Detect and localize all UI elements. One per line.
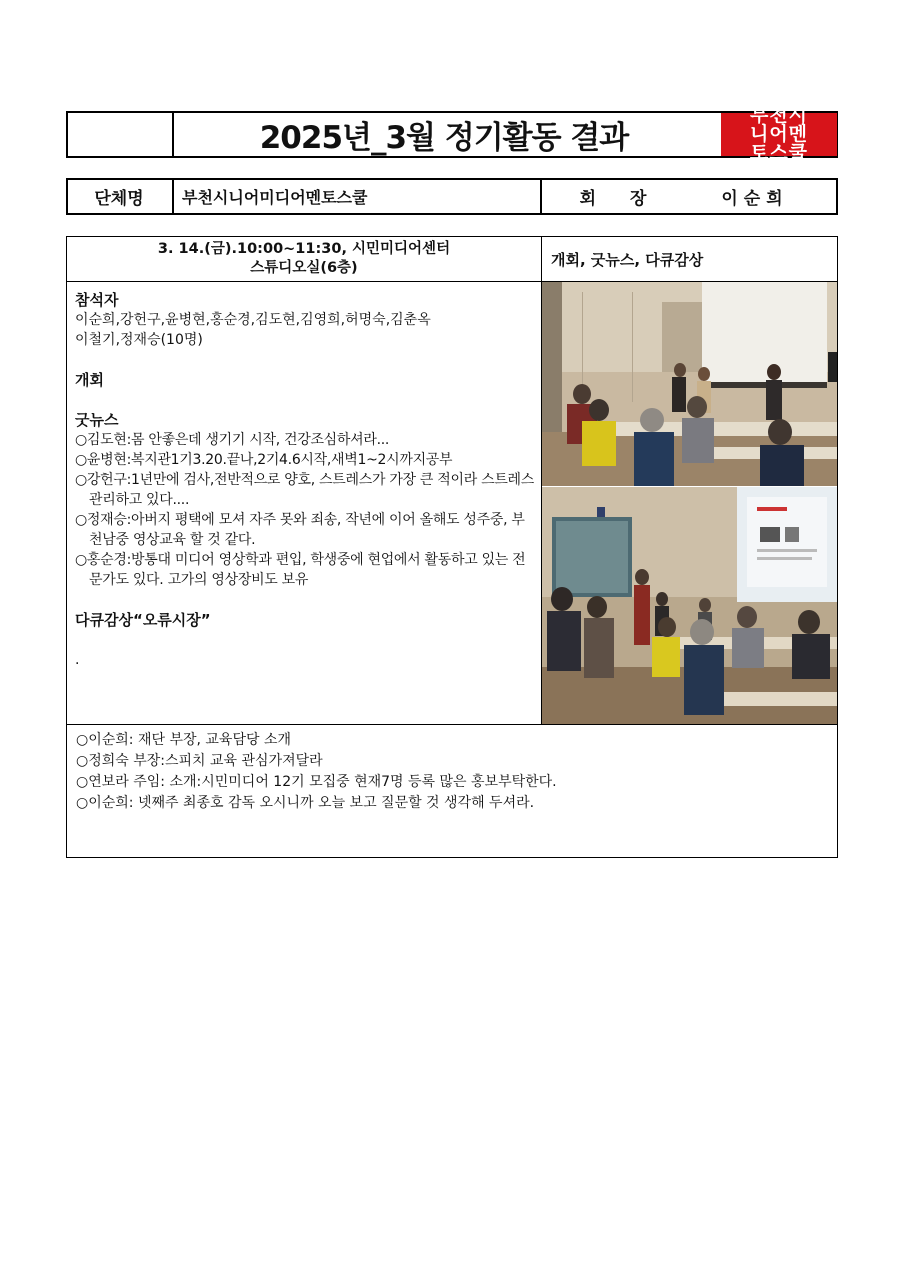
page-title: 2025년_3월 정기활동 결과 bbox=[259, 120, 629, 156]
title-blank-cell bbox=[66, 111, 174, 158]
meeting-photo-2 bbox=[542, 487, 837, 724]
opening-heading: 개회 bbox=[75, 371, 104, 389]
activity-content bbox=[75, 290, 535, 670]
session-topics: 개회, 굿뉴스, 다큐감상 bbox=[551, 250, 704, 269]
goodnews-item: ○김도현:몸 안좋은데 생기기 시작, 건강조심하셔라... bbox=[75, 432, 390, 448]
logo-line-1: 부천시 bbox=[749, 104, 809, 126]
session-date-line: 3. 14.(금).10:00~11:30, 시민미디어센터 bbox=[157, 241, 451, 257]
note-item: ○연보라 주임: 소개:시민미디어 12기 모집중 현재7명 등록 많은 홍보부탁한다. bbox=[76, 774, 557, 790]
goodnews-item: ○홍순경:방통대 미디어 영상학과 편입, 학생중에 현업에서 활동하고 있는 전문가도 있다. 고가의 영상장비도 보유 bbox=[75, 552, 526, 588]
documentary-heading: 다큐감상“오류시장” bbox=[75, 611, 211, 629]
attendees-list: 이철기,정재승(10명) bbox=[75, 332, 203, 348]
org-label: 단체명 bbox=[66, 178, 174, 215]
trailing-dot: . bbox=[75, 652, 80, 668]
goodnews-heading: 굿뉴스 bbox=[75, 411, 119, 429]
note-item: ○이순희: 재단 부장, 교육담당 소개 bbox=[76, 732, 291, 748]
president-name: 이순희 bbox=[721, 189, 789, 209]
goodnews-item: ○강헌구:1년만에 검사,전반적으로 양호, 스트레스가 가장 큰 적이라 스트레스 관리하고 있다.... bbox=[75, 472, 535, 508]
logo-line-3: 토스쿨 bbox=[749, 142, 809, 164]
brand-logo bbox=[721, 104, 837, 164]
note-item: ○이순희: 넷째주 최종호 감독 오시니까 오늘 보고 질문할 것 생각해 두셔라. bbox=[76, 795, 535, 811]
meeting-photo-1 bbox=[542, 282, 837, 486]
goodnews-item: ○윤병현:복지관1기3.20.끝나,2기4.6시작,새벽1~2시까지공부 bbox=[75, 452, 453, 468]
logo-line-2: 니어멘 bbox=[749, 123, 809, 145]
attendees-heading: 참석자 bbox=[75, 291, 119, 309]
note-item: ○정희숙 부장:스피치 교육 관심가져달라 bbox=[76, 753, 323, 769]
session-datetime bbox=[67, 237, 541, 281]
attendees-list: 이순희,강헌구,윤병현,홍순경,김도현,김영희,허명숙,김춘옥 bbox=[75, 312, 431, 328]
president-label: 회 장 bbox=[579, 189, 661, 209]
goodnews-item: ○정재승:아버지 평택에 모셔 자주 못와 죄송, 작년에 이어 올해도 성주중, 부천남중 영상교육 할 것 같다. bbox=[75, 512, 525, 548]
org-name: 부천시니어미디어멘토스쿨 bbox=[174, 178, 542, 215]
notes-list bbox=[76, 730, 826, 814]
session-room-line: 스튜디오실(6층) bbox=[250, 260, 358, 276]
